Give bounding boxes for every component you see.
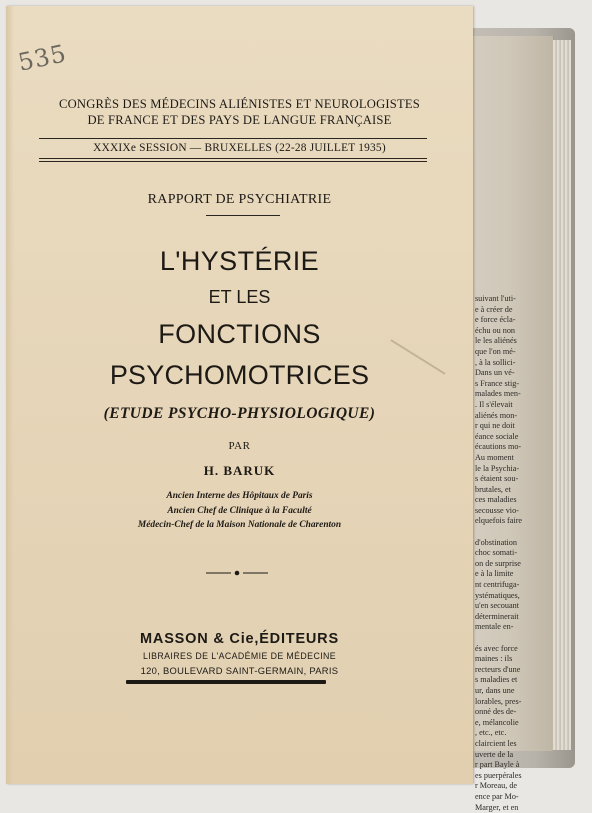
inner-page-line: r Moreau, de <box>475 781 553 792</box>
inner-page-line: onné des de- <box>475 707 553 718</box>
author-credential: Ancien Chef de Clinique à la Faculté <box>6 506 473 516</box>
inner-page-line: , etc., etc. <box>475 728 553 739</box>
inner-page-line <box>475 633 553 644</box>
handwritten-mark: 535 <box>16 39 70 77</box>
inner-page-line: éance sociale <box>475 432 553 443</box>
inner-page-line: Marger, et en <box>475 803 553 813</box>
title-line-4: PSYCHOMOTRICES <box>6 360 473 391</box>
inner-page-line: brutales, et <box>475 485 553 496</box>
header-rule-top <box>39 138 427 139</box>
inner-page-line: lorables, pres- <box>475 697 553 708</box>
inner-page-line: ystématiques, <box>475 591 553 602</box>
inner-page-line: choc somati- <box>475 548 553 559</box>
congress-line-2: DE FRANCE ET DES PAYS DE LANGUE FRANÇAISE <box>6 113 473 129</box>
inner-page-line: échu ou non <box>475 326 553 337</box>
inner-page-line: secousse vio- <box>475 506 553 517</box>
inner-page-line: e à créer de <box>475 305 553 316</box>
inner-page-line: s France stig- <box>475 379 553 390</box>
inner-page-line: recteurs d'une <box>475 665 553 676</box>
header-rule-bottom-2 <box>39 161 427 162</box>
ornament-divider <box>206 569 268 577</box>
inner-page-line: malades men- <box>475 389 553 400</box>
inner-page-line: s étaient sou- <box>475 474 553 485</box>
author-credential: Médecin-Chef de la Maison Nationale de Charenton <box>6 520 473 530</box>
inner-page-line: e à la limite <box>475 569 553 580</box>
inner-page-line: e, mélancolie <box>475 718 553 729</box>
inner-page-line: que l'on mé- <box>475 347 553 358</box>
inner-page-line: e force écla- <box>475 315 553 326</box>
report-rule <box>206 215 280 216</box>
inner-page-line: ces maladies <box>475 495 553 506</box>
inner-page-line: on de surprise <box>475 559 553 570</box>
inner-page-line: , à la sollici- <box>475 358 553 369</box>
congress-line-1: CONGRÈS DES MÉDECINS ALIÉNISTES ET NEUROLOGISTES <box>6 97 473 113</box>
inner-page-line: s maladies et <box>475 675 553 686</box>
inner-page-line: maines : ils <box>475 654 553 665</box>
author-credential: Ancien Interne des Hôpitaux de Paris <box>6 491 473 501</box>
congress-heading <box>6 97 473 128</box>
publisher-rule <box>126 680 326 684</box>
inner-page-line: uverte de la <box>475 750 553 761</box>
inner-page-line: u'en secouant <box>475 601 553 612</box>
inner-page-line: mentale en- <box>475 622 553 633</box>
author-name: H. BARUK <box>6 463 473 479</box>
inner-page-line: d'obstination <box>475 538 553 549</box>
subtitle: (ETUDE PSYCHO-PHYSIOLOGIQUE) <box>6 405 473 423</box>
inner-page-line: le la Psychia- <box>475 464 553 475</box>
inner-page-line: ur, dans une <box>475 686 553 697</box>
inner-page-line: le les aliénés <box>475 336 553 347</box>
inner-page-text <box>475 294 553 813</box>
inner-page-line: déterminerait <box>475 612 553 623</box>
title-line-1: L'HYSTÉRIE <box>6 246 473 277</box>
inner-page-line <box>475 527 553 538</box>
inner-page-line: r part Bayle à <box>475 760 553 771</box>
inner-page-line: écautions mo- <box>475 442 553 453</box>
title-line-3: FONCTIONS <box>6 319 473 350</box>
inner-page-line: claircient les <box>475 739 553 750</box>
by-label: PAR <box>6 440 473 452</box>
inner-page-line: aliénés mon- <box>475 411 553 422</box>
publisher-address: 120, BOULEVARD SAINT-GERMAIN, PARIS <box>6 665 473 676</box>
publisher-name: MASSON & Cie,ÉDITEURS <box>6 631 473 647</box>
inner-page-line: es puerpérales <box>475 771 553 782</box>
inner-page-line: suivant l'uti- <box>475 294 553 305</box>
inner-page-line: r qui ne doit <box>475 421 553 432</box>
session-line: XXXIXe SESSION — BRUXELLES (22-28 JUILLET 1935) <box>6 142 473 154</box>
book-cover <box>6 6 473 784</box>
inner-page-line: ence par Mo- <box>475 792 553 803</box>
inner-page-line: Dans un vé- <box>475 368 553 379</box>
title-line-2: ET LES <box>6 287 473 308</box>
publisher-affiliation: LIBRAIRES DE L'ACADÉMIE DE MÉDECINE <box>6 651 473 661</box>
report-type: RAPPORT DE PSYCHIATRIE <box>6 192 473 208</box>
page-edges <box>553 40 571 750</box>
inner-page-line: és avec force <box>475 644 553 655</box>
inner-page-line: nt centrifuga- <box>475 580 553 591</box>
inner-page-line: . Il s'élevait <box>475 400 553 411</box>
header-rule-bottom-1 <box>39 158 427 159</box>
inner-page-line: Au moment <box>475 453 553 464</box>
inner-page-line: elquefois faire <box>475 516 553 527</box>
